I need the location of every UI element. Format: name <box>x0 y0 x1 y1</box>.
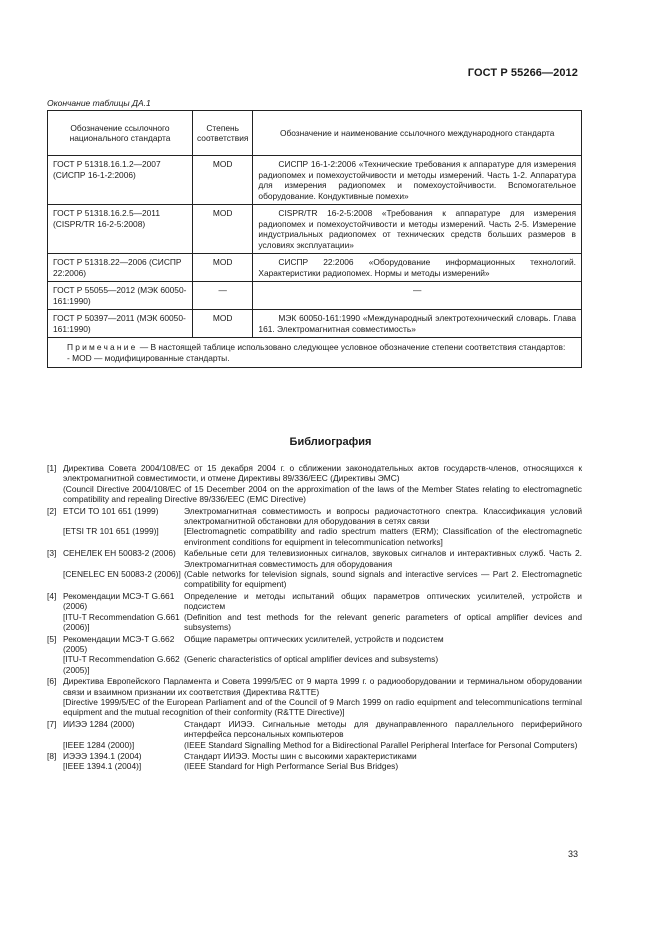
cell-degree: — <box>193 282 253 310</box>
entry-pair <box>63 719 582 740</box>
entry-pair <box>63 654 582 675</box>
entry-line: [Directive 1999/5/EC of the European Parliament and of the Council of 9 March 1999 on radio equipment and telecommunications terminal equipment and the mutual recognition of their conformity (R&TTE Directive)] <box>63 696 582 718</box>
table-row <box>48 282 582 310</box>
entry-designation: ИЭЭЭ 1394.1 (2004) <box>63 750 142 761</box>
cell-international: СИСПР 16-1-2:2006 «Технические требования к аппаратуре для измерения радиопомех и помехоустойчивости и методы измерений. Часть 1-2. Аппаратура для измерения радиопомех и помехоустойчивости. Вспомогательное оборудование. Кондуктивные помехи» <box>253 156 582 205</box>
page-number: 33 <box>567 849 578 859</box>
bibliography-entry <box>47 719 582 750</box>
entry-designation: [IEEE 1394.1 (2004)] <box>63 761 142 772</box>
cell-international: CISPR/TR 16-2-5:2008 «Требования к аппаратуре для измерения радиопомех и помехоустойчивости и методы измерений. Часть 2-5. Измерение индустриальных радиопомех от технических средств больших размеров в условиях эксплуатации» <box>253 205 582 254</box>
bibliography-entry <box>47 548 582 590</box>
note-lead: Примечание <box>67 342 138 352</box>
bibliography-entry <box>47 751 582 772</box>
table-note-row <box>48 338 582 368</box>
cell-degree: MOD <box>193 205 253 254</box>
column-header-degree: Степень соответствия <box>193 111 253 156</box>
entry-designation: ИИЭЭ 1284 (2000) <box>63 718 135 729</box>
bibliography-entry <box>47 463 582 505</box>
column-header-national: Обозначение ссылочного национального стандарта <box>48 111 193 156</box>
entry-number: [8] <box>47 750 57 761</box>
bibliography-entry <box>47 676 582 718</box>
entry-pair <box>63 569 582 590</box>
entry-title: Общие параметры оптических усилителей, устройств и подсистем <box>184 633 444 644</box>
entry-designation: [CENELEC EN 50083-2 (2006)] <box>63 569 181 580</box>
entry-pair <box>63 548 582 569</box>
table-row <box>48 310 582 338</box>
entry-pair <box>63 526 582 547</box>
entry-title: [Electromagnetic compatibility and radio spectrum matters (ERM); Classification of the electromagnetic environment conditions for equipment in telecommunication networks] <box>184 526 582 547</box>
bibliography-entry <box>47 634 582 676</box>
entry-line: Директива Совета 2004/108/ЕС от 15 декабря 2004 г. о сближении законодательных актов государств-членов, относящихся к электромагнитной совместимости, и отмене Директивы 89/336/ЕЕС (Директивы ЭМС) <box>63 463 582 484</box>
table-caption: Окончание таблицы ДА.1 <box>47 98 151 108</box>
cell-degree: MOD <box>193 156 253 205</box>
entry-designation: ЕТСИ ТО 101 651 (1999) <box>63 505 159 516</box>
bibliography-list <box>47 463 582 773</box>
entry-pair <box>63 634 582 655</box>
entry-title: (Generic characteristics of optical amplifier devices and subsystems) <box>184 654 439 665</box>
table-row <box>48 254 582 282</box>
entry-title: Стандарт ИИЭЭ. Сигнальные методы для двунаправленного параллельного периферийного интерфейса персональных компьютеров <box>184 718 582 740</box>
entry-pair <box>63 591 582 612</box>
entry-number: [1] <box>47 463 57 473</box>
entry-title: (Definition and test methods for the relevant generic parameters of optical amplifier devices and subsystems) <box>184 611 582 633</box>
entry-designation: [ITU-T Recommendation G.662 (2005)] <box>63 654 180 675</box>
entry-number: [2] <box>47 505 57 516</box>
entry-designation: СЕНЕЛЕК ЕН 50083-2 (2006) <box>63 548 176 559</box>
bibliography-entry <box>47 591 582 633</box>
entry-number: [7] <box>47 718 57 729</box>
entry-designation: Рекомендации МСЭ-Т G.661 (2006) <box>63 590 175 612</box>
bibliography-title: Библиография <box>289 436 372 448</box>
entry-title: Определение и методы испытаний общих параметров оптических усилителей, устройств и подсистем <box>184 590 582 612</box>
cell-national: ГОСТ Р 51318.16.1.2—2007 (СИСПР 16-1-2:2006) <box>48 156 193 205</box>
entry-number: [4] <box>47 590 57 601</box>
cell-national: ГОСТ Р 51318.22—2006 (СИСПР 22:2006) <box>48 254 193 282</box>
note-item: - MOD — модифицированные стандарты. <box>67 352 230 363</box>
entry-number: [5] <box>47 633 57 644</box>
reference-table <box>47 110 582 368</box>
entry-title: Электромагнитная совместимость и вопросы радиочастотного спектра. Классификация условий электромагнитной обстановки для оборудования в сетях связи <box>184 505 582 527</box>
cell-international: — <box>253 282 582 310</box>
entry-number: [6] <box>47 676 57 687</box>
note-text: — В настоящей таблице использовано следующее условное обозначение степени соответствия стандартов: <box>137 342 566 352</box>
entry-designation: Рекомендации МСЭ-Т G.662 (2005) <box>63 633 175 654</box>
table-row <box>48 156 582 205</box>
cell-international: СИСПР 22:2006 «Оборудование информационных технологий. Характеристики радиопомех. Нормы и методы измерений» <box>253 254 582 282</box>
table-header-row <box>48 111 582 156</box>
entry-pair <box>63 751 582 761</box>
entry-title: (Cable networks for television signals, sound signals and interactive services — Part 2. Electromagnetic compatibility for equipment) <box>184 569 582 590</box>
entry-designation: [ETSI TR 101 651 (1999)] <box>63 526 159 537</box>
entry-designation: [ITU-T Recommendation G.661 (2006)] <box>63 611 180 633</box>
cell-international: МЭК 60050-161:1990 «Международный электротехнический словарь. Глава 161. Электромагнитная совместимость» <box>253 310 582 338</box>
cell-degree: MOD <box>193 310 253 338</box>
entry-pair <box>63 506 582 527</box>
entry-line: Директива Европейского Парламента и Совета 1999/5/ЕС от 9 марта 1999 г. о радиооборудовании и терминальном оборудовании связи и взаимном признании их соответствия (Директива R&TTE) <box>63 676 582 697</box>
note-paragraph <box>53 342 576 353</box>
column-header-international: Обозначение и наименование ссылочного международного стандарта <box>253 111 582 156</box>
cell-national: ГОСТ Р 50397—2011 (МЭК 60050-161:1990) <box>48 310 193 338</box>
table-note <box>48 338 582 368</box>
cell-national: ГОСТ Р 55055—2012 (МЭК 60050-161:1990) <box>48 282 193 310</box>
entry-title: Кабельные сети для телевизионных сигналов, звуковых сигналов и интерактивных служб. Часть 2. Электромагнитная совместимость для оборудования <box>184 548 582 569</box>
bibliography-entry <box>47 506 582 548</box>
document-header: ГОСТ Р 55266—2012 <box>467 67 578 79</box>
entry-pair <box>63 761 582 771</box>
cell-national: ГОСТ Р 51318.16.2.5—2011 (CISPR/TR 16-2-5:2008) <box>48 205 193 254</box>
entry-number: [3] <box>47 548 57 559</box>
entry-title: (IEEE Standard for High Performance Serial Bus Bridges) <box>184 761 399 772</box>
table-row <box>48 205 582 254</box>
entry-text <box>63 463 582 505</box>
entry-text <box>63 676 582 718</box>
entry-line: (Council Directive 2004/108/EC of 15 December 2004 on the approximation of the laws of the Member States relating to electromagnetic compatibility and repealing Directive 89/336/EEC (EMC Directive) <box>63 483 582 505</box>
entry-designation: [IEEE 1284 (2000)] <box>63 739 135 750</box>
entry-pair <box>63 612 582 633</box>
entry-title: (IEEE Standard Signalling Method for a Bidirectional Parallel Peripheral Interface for Personal Computers) <box>184 739 578 750</box>
entry-pair <box>63 740 582 750</box>
entry-title: Стандарт ИИЭЭ. Мосты шин с высокими характеристиками <box>184 750 417 761</box>
cell-degree: MOD <box>193 254 253 282</box>
